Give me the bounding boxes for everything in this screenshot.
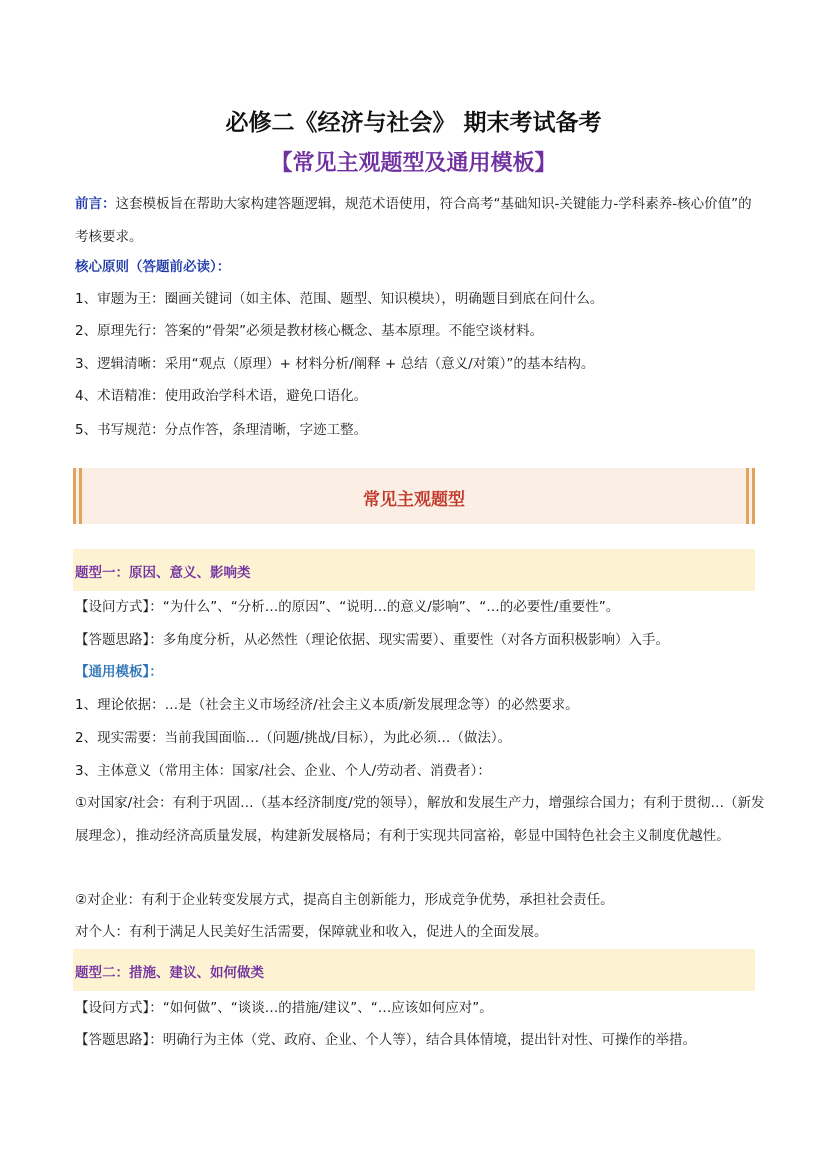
type1-idea: 【答题思路】：多角度分析，从必然性（理论依据、现实需要）、重要性（对各方面积极影响）入手。 xyxy=(75,632,669,648)
preface-label: 前言： xyxy=(75,196,116,212)
preface-paragraph xyxy=(75,188,765,254)
banner-title: 常见主观题型 xyxy=(363,490,465,510)
type1-enterprise: ②对企业：有利于企业转变发展方式，提高自主创新能力，形成竞争优势，承担社会责任。 xyxy=(75,892,614,908)
type1-line-2: 2、现实需要：当前我国面临…（问题/挑战/目标），为此必须…（做法）。 xyxy=(75,730,512,746)
principles-heading: 核心原则（答题前必读）： xyxy=(75,259,231,275)
type1-heading: 题型一：原因、意义、影响类 xyxy=(75,565,251,581)
page-subtitle: 【常见主观题型及通用模板】 xyxy=(270,151,557,176)
type1-personal: 对个人：有利于满足人民美好生活需要，保障就业和收入，促进人的全面发展。 xyxy=(75,924,548,940)
type2-idea: 【答题思路】：明确行为主体（党、政府、企业、个人等），结合具体情境，提出针对性、可操作的举措。 xyxy=(75,1032,696,1048)
principle-item-5: 5、书写规范：分点作答，条理清晰，字迹工整。 xyxy=(75,422,368,438)
type1-line-3: 3、主体意义（常用主体：国家/社会、企业、个人/劳动者、消费者）： xyxy=(75,763,491,779)
principle-item-4: 4、术语精准：使用政治学科术语，避免口语化。 xyxy=(75,388,368,404)
type1-line-1: 1、理论依据：…是（社会主义市场经济/社会主义本质/新发展理念等）的必然要求。 xyxy=(75,697,579,713)
type1-ask: 【设问方式】：“为什么”、“分析…的原因”、“说明…的意义/影响”、“…的必要性/重要性”。 xyxy=(75,599,620,615)
page-title: 必修二《经济与社会》 期末考试备考 xyxy=(225,109,602,136)
type2-heading-band xyxy=(73,949,755,991)
preface-text: 这套模板旨在帮助大家构建答题逻辑，规范术语使用，符合高考“基础知识-关键能力-学科素养-核心价值”的考核要求。 xyxy=(75,196,752,245)
type1-template-label: 【通用模板】： xyxy=(75,664,163,680)
type2-ask: 【设问方式】：“如何做”、“谈谈…的措施/建议”、“…应该如何应对”。 xyxy=(75,1000,493,1016)
principle-item-2: 2、原理先行：答案的“骨架”必须是教材核心概念、基本原理。不能空谈材料。 xyxy=(75,323,544,339)
principle-item-3: 3、逻辑清晰：采用“观点（原理）+ 材料分析/阐释 + 总结（意义/对策）”的基本结构。 xyxy=(75,356,595,372)
type1-heading-band xyxy=(73,549,755,591)
type2-heading: 题型二：措施、建议、如何做类 xyxy=(75,965,264,981)
section-banner xyxy=(73,468,755,524)
type1-national: ①对国家/社会：有利于巩固…（基本经济制度/党的领导），解放和发展生产力，增强综合国力；有利于贯彻…（新发展理念），推动经济高质量发展，构建新发展格局；有利于实现共同富裕，彰显中国特色社会主义制度优越性。 xyxy=(75,795,765,844)
principle-item-1: 1、审题为王：圈画关键词（如主体、范围、题型、知识模块），明确题目到底在问什么。 xyxy=(75,291,604,307)
